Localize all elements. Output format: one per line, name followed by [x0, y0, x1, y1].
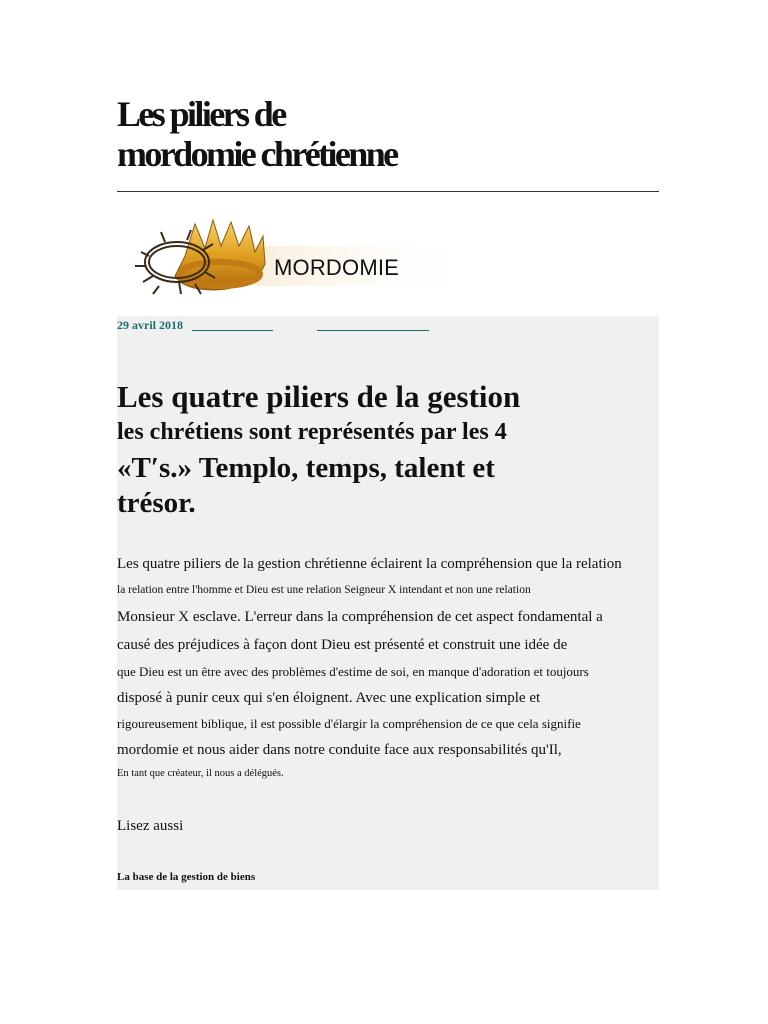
body-line: la relation entre l'homme et Dieu est une relation Seigneur X intendant et non une relation — [117, 584, 531, 596]
read-also-label: Lisez aussi — [117, 818, 184, 834]
article-date[interactable]: 29 avril 2018 — [117, 318, 183, 332]
logo-text: MORDOMIE — [274, 255, 400, 280]
body-line: En tant que créateur, il nous a délégués. — [117, 768, 284, 779]
mordomie-logo — [135, 216, 495, 306]
related-article-link[interactable]: La base de la gestion de biens — [117, 871, 256, 883]
title-line-1: Les piliers de — [117, 94, 285, 134]
meta-link-underline-2[interactable] — [317, 330, 429, 331]
body-line: mordomie et nous aider dans notre conduite face aux responsabilités qu'Il, — [117, 742, 562, 758]
title-divider — [117, 191, 659, 192]
document-title — [117, 94, 397, 174]
headline-line-3: «T′s.» Templo, temps, talent et — [117, 452, 495, 484]
headline-line-1: Les quatre piliers de la gestion — [117, 379, 521, 414]
headline-line-4: trésor. — [117, 487, 196, 519]
body-line: causé des préjudices à façon dont Dieu est présenté et construit une idée de — [117, 637, 568, 653]
article-headline — [117, 378, 520, 520]
body-line: rigoureusement biblique, il est possible d'élargir la compréhension de ce que cela signifie — [117, 716, 581, 731]
body-line: disposé à punir ceux qui s'en éloignent. Avec une explication simple et — [117, 690, 541, 706]
body-line: que Dieu est un être avec des problèmes d'estime de soi, en manque d'adoration et toujours — [117, 664, 589, 679]
body-line: Monsieur X esclave. L'erreur dans la compréhension de cet aspect fondamental a — [117, 609, 603, 625]
headline-line-2: les chrétiens sont représentés par les 4 — [117, 419, 507, 445]
title-line-2: mordomie chrétienne — [117, 134, 397, 174]
meta-link-underline-1[interactable] — [192, 330, 273, 331]
body-line: Les quatre piliers de la gestion chrétienne éclairent la compréhension que la relation — [117, 556, 622, 572]
